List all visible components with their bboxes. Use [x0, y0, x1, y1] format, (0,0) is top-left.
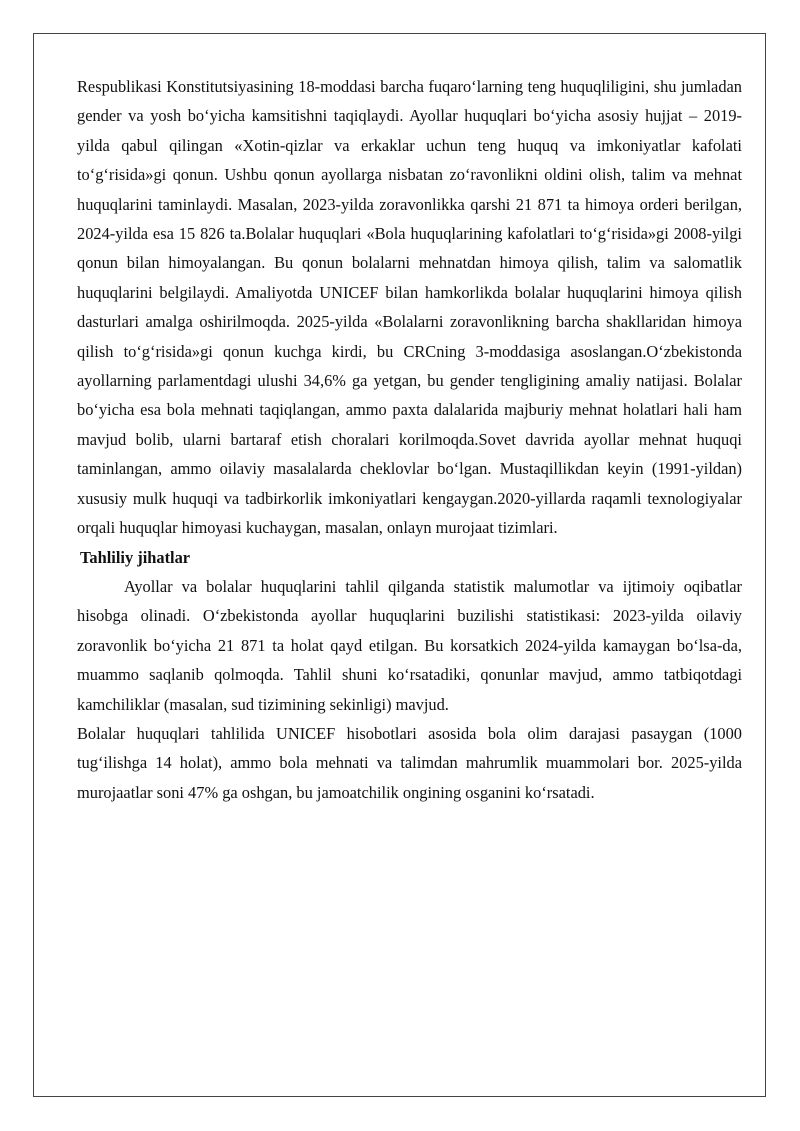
document-body	[77, 72, 742, 807]
paragraph-constitution: Respublikasi Konstitutsiyasining 18-moddasi barcha fuqaro‘larning teng huquqliligini, shu jumladan gender va yosh bo‘yicha kamsitishni taqiqlaydi. Ayollar huquqlari bo‘yicha asosiy hujjat – 2019-yilda qabul qilingan «Xotin-qizlar va erkaklar uchun teng huquq va imkoniyatlar kafolati to‘g‘risida»gi qonun. Ushbu qonun ayollarga nisbatan zo‘ravonlikni oldini olish, talim va mehnat huquqlarini taminlaydi. Masalan, 2023-yilda zoravonlikka qarshi 21 871 ta himoya orderi berilgan, 2024-yilda esa 15 826 ta.Bolalar huquqlari «Bola huquqlarining kafolatlari to‘g‘risida»gi 2008-yilgi qonun bilan himoyalangan. Bu qonun bolalarni mehnatdan himoya qilish, talim va salomatlik huquqlarini belgilaydi. Amaliyotda UNICEF bilan hamkorlikda bolalar huquqlarini himoya qilish dasturlari amalga oshirilmoqda. 2025-yilda «Bolalarni zoravonlikning barcha shakllaridan himoya qilish to‘g‘risida»gi qonun kuchga kirdi, bu CRCning 3-moddasiga asoslangan.O‘zbekistonda ayollarning parlamentdagi ulushi 34,6% ga yetgan, bu gender tengligining amaliy natijasi. Bolalar bo‘yicha esa bola mehnati taqiqlangan, ammo paxta dalalarida majburiy mehnat holatlari hali ham mavjud bolib, ularni bartaraf etish choralari korilmoqda.Sovet davrida ayollar mehnat huquqi taminlangan, ammo oilaviy masalalarda cheklovlar bo‘lgan. Mustaqillikdan keyin (1991-yildan) xususiy mulk huquqi va tadbirkorlik imkoniyatlari kengaygan.2020-yillarda raqamli texnologiyalar orqali huquqlar himoyasi kuchaygan, masalan, onlayn murojaat tizimlari.	[77, 77, 742, 538]
paragraph-children-rights: Bolalar huquqlari tahlilida UNICEF hisobotlari asosida bola olim darajasi pasaygan (1000 tug‘ilishga 14 holat), ammo bola mehnati va talimdan mahrumlik muammolari bor. 2025-yilda murojaatlar soni 47% ga oshgan, bu jamoatchilik ongining osganini ko‘rsatadi.	[77, 723, 742, 802]
section-heading: Tahliliy jihatlar	[80, 547, 191, 567]
paragraph-analysis: Ayollar va bolalar huquqlarini tahlil qilganda statistik malumotlar va ijtimoiy oqibatlar hisobga olinadi. O‘zbekistonda ayollar huquqlarini buzilishi statistikasi: 2023-yilda oilaviy zoravonlik bo‘yicha 21 871 ta holat qayd etilgan. Bu korsatkich 2024-yilda kamaygan bo‘lsa-da, muammo saqlanib qolmoqda. Tahlil shuni ko‘rsatadiki, qonunlar mavjud, ammo tatbiqotdagi kamchiliklar (masalan, sud tizimining sekinligi) mavjud.	[77, 576, 742, 714]
